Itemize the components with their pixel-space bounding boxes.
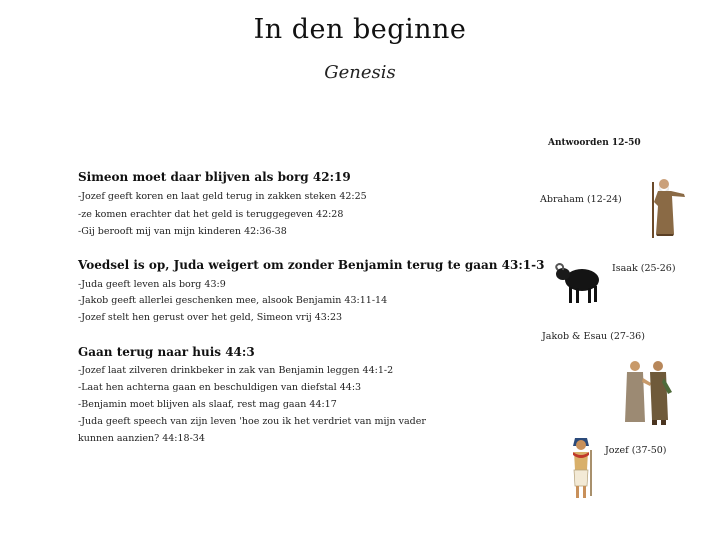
section-line: -Gij berooft mij van mijn kinderen 42:36-38 — [78, 226, 287, 237]
section-line: kunnen aanzien? 44:18-34 — [78, 433, 205, 444]
section-line: -ze komen erachter dat het geld is teruggegeven 42:28 — [78, 209, 344, 220]
jozef-illustration — [566, 436, 596, 500]
section-line: -Benjamin moet blijven als slaaf, rest mag gaan 44:17 — [78, 399, 337, 410]
answer-isaak: Isaak (25-26) — [612, 263, 676, 274]
answer-jozef: Jozef (37-50) — [605, 445, 667, 456]
sheep-illustration — [552, 258, 602, 306]
jakob-esau-illustration — [620, 358, 674, 426]
section-heading: Voedsel is op, Juda weigert om zonder Benjamin terug te gaan 43:1-3 — [78, 258, 545, 272]
section-line: -Jozef stelt hen gerust over het geld, Simeon vrij 43:23 — [78, 312, 343, 323]
abraham-illustration — [644, 176, 690, 238]
section-line: -Juda geeft leven als borg 43:9 — [78, 279, 226, 290]
section-line: -Jozef laat zilveren drinkbeker in zak van Benjamin leggen 44:1-2 — [78, 365, 394, 376]
section-line: -Jakob geeft allerlei geschenken mee, alsook Benjamin 43:11-14 — [78, 295, 388, 306]
page-title: In den beginne — [253, 14, 467, 45]
section-heading: Gaan terug naar huis 44:3 — [78, 345, 255, 359]
answer-jakob-esau: Jakob & Esau (27-36) — [542, 331, 645, 342]
answer-abraham: Abraham (12-24) — [540, 194, 622, 205]
section-line: -Juda geeft speech van zijn leven 'hoe zou ik het verdriet van mijn vader — [78, 416, 426, 427]
section-line: -Laat hen achterna gaan en beschuldigen van diefstal 44:3 — [78, 382, 362, 393]
section-heading: Simeon moet daar blijven als borg 42:19 — [78, 170, 351, 184]
page-subtitle: Genesis — [324, 62, 396, 83]
answers-heading: Antwoorden 12-50 — [548, 138, 641, 148]
section-line: -Jozef geeft koren en laat geld terug in zakken steken 42:25 — [78, 191, 367, 202]
